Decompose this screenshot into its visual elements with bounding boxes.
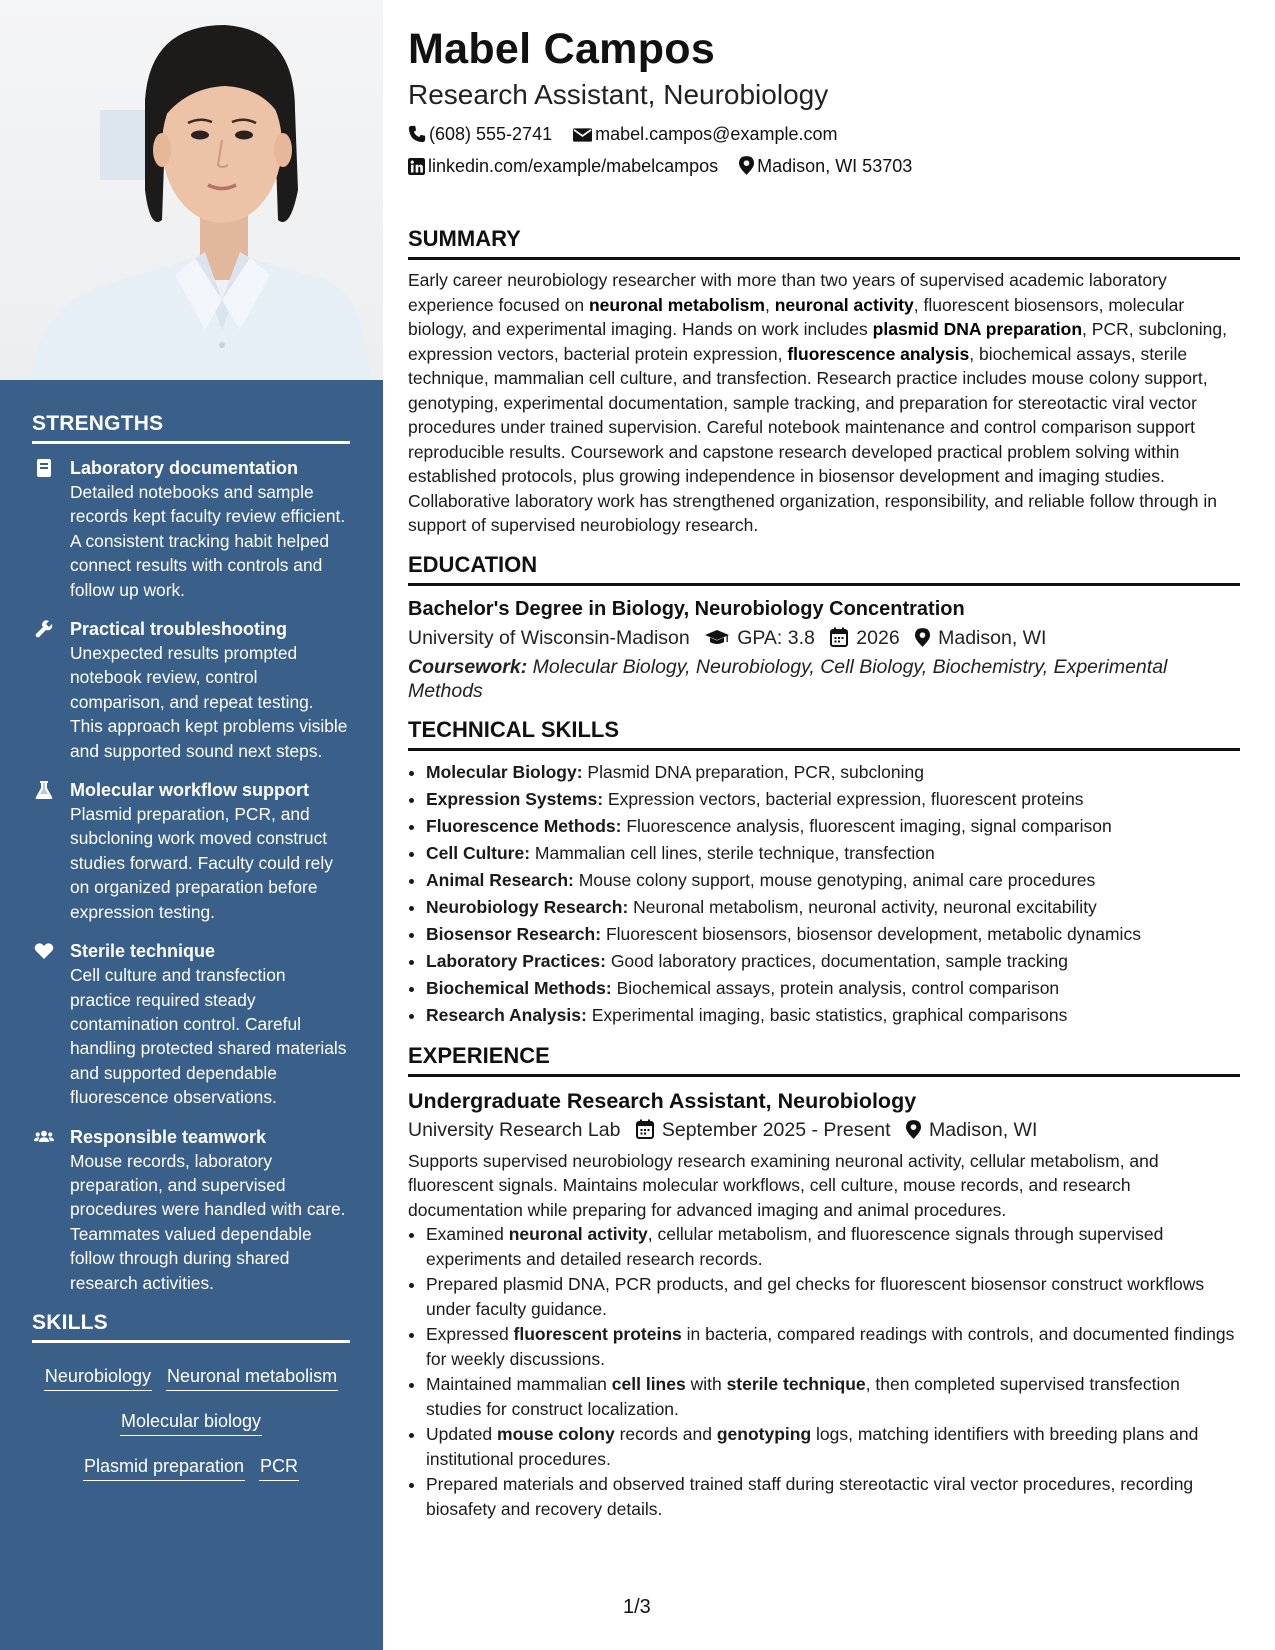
strength-desc: Detailed notebooks and sample records kept faculty review efficient. A consistent tracking habit helped connect results with controls and follow up work. — [70, 482, 346, 600]
list-item: • Neurobiology Research: Neuronal metabolism, neuronal activity, neuronal excitability — [426, 894, 1240, 921]
map-pin-icon — [739, 156, 754, 175]
strength-item — [32, 456, 350, 602]
list-item: • Laboratory Practices: Good laboratory practices, documentation, sample tracking — [426, 948, 1240, 975]
list-item: • Fluorescence Methods: Fluorescence analysis, fluorescent imaging, signal comparison — [426, 813, 1240, 840]
skill-chip: Neuronal metabolism — [166, 1364, 338, 1391]
education-location: Madison, WI — [938, 626, 1047, 649]
strength-title: Practical troubleshooting — [70, 619, 288, 640]
email-contact[interactable] — [573, 118, 837, 150]
list-item: • Expression Systems: Expression vectors, bacterial expression, fluorescent proteins — [426, 786, 1240, 813]
technical-skills-heading: TECHNICAL SKILLS — [408, 717, 1240, 751]
technical-skills-list — [408, 759, 1240, 1029]
strength-item — [32, 1125, 350, 1295]
envelope-icon — [573, 127, 592, 143]
heart-icon — [34, 941, 54, 961]
list-item: • Prepared plasmid DNA, PCR products, and gel checks for fluorescent biosensor construct workflows under faculty guidance. — [426, 1272, 1240, 1321]
education-heading: EDUCATION — [408, 552, 1240, 586]
linkedin-contact[interactable] — [408, 150, 718, 182]
list-item: • Animal Research: Mouse colony support, mouse genotyping, animal care procedures — [426, 867, 1240, 894]
skill-chips — [32, 1355, 350, 1490]
map-pin-icon — [915, 628, 930, 647]
skill-chip: PCR — [259, 1454, 299, 1481]
strength-item — [32, 939, 350, 1109]
phone-contact[interactable] — [408, 118, 552, 150]
organization-name: University Research Lab — [408, 1118, 621, 1141]
strength-desc: Mouse records, laboratory preparation, and supervised procedures were handled with care. Teammates valued dependable follow through during shared research activities. — [70, 1150, 346, 1293]
strength-title: Molecular workflow support — [70, 780, 310, 801]
candidate-role: Research Assistant, Neurobiology — [408, 79, 829, 110]
strength-title: Responsible teamwork — [70, 1126, 267, 1147]
email-text: mabel.campos@example.com — [595, 124, 838, 144]
list-item: • Maintained mammalian cell lines with sterile technique, then completed supervised transfection studies for construct localization. — [426, 1372, 1240, 1421]
strength-item — [32, 617, 350, 763]
strength-title: Laboratory documentation — [70, 458, 299, 478]
job-location: Madison, WI — [929, 1118, 1038, 1141]
list-item: • Biosensor Research: Fluorescent biosensors, biosensor development, metabolic dynamics — [426, 921, 1240, 948]
experience-bullets — [408, 1222, 1240, 1521]
candidate-name: Mabel Campos — [408, 25, 716, 73]
strength-item — [32, 778, 350, 924]
skill-chip: Molecular biology — [120, 1409, 262, 1436]
list-item: • Research Analysis: Experimental imaging, basic statistics, graphical comparisons — [426, 1002, 1240, 1029]
sidebar-content — [32, 412, 350, 1490]
sidebar — [0, 0, 383, 1650]
calendar-icon — [636, 1119, 654, 1139]
linkedin-text: linkedin.com/example/mabelcampos — [428, 156, 719, 176]
contact-row — [408, 150, 1240, 182]
graduation-cap-icon — [705, 629, 729, 647]
strength-desc: Unexpected results prompted notebook review, control comparison, and repeat testing. This approach kept problems visible and supported sound next steps. — [70, 643, 348, 761]
list-item: • Cell Culture: Mammalian cell lines, sterile technique, transfection — [426, 840, 1240, 867]
job-dates: September 2025 - Present — [661, 1118, 891, 1141]
skills-heading: SKILLS — [32, 1311, 350, 1343]
phone-icon — [408, 125, 426, 143]
list-item: • Examined neuronal activity, cellular metabolism, and fluorescence signals through supervised experiments and detailed research records. — [426, 1222, 1240, 1271]
job-title: Undergraduate Research Assistant, Neurobiology — [408, 1088, 917, 1113]
summary-text: Early career neurobiology researcher with more than two years of supervised academic laboratory experience focused on neuronal metabolism, neuronal activity, fluorescent biosensors, molecular biology, and experimental imaging. Hands on work includes plasmid DNA preparation, PCR, subcloning, expression vectors, bacterial protein expression, fluorescence analysis, biochemical assays, sterile technique, mammalian cell culture, and transfection. Research practice includes mouse colony support, genotyping, experimental documentation, sample tracking, and preparation for stereotactic viral vector procedures under trained supervision. Careful notebook maintenance and control comparison support reproducible results. Coursework and capstone research developed practical problem solving within established protocols, plus growing independence in biosensor development and imaging studies. Collaborative laboratory work has strengthened organization, responsibility, and reliable follow through in support of supervised neurobiology research. — [408, 270, 1227, 535]
wrench-icon — [34, 619, 54, 639]
strength-title: Sterile technique — [70, 941, 216, 962]
graduation-year: 2026 — [856, 626, 900, 649]
strengths-heading: STRENGTHS — [32, 412, 350, 444]
page-number: 1/3 — [623, 1596, 651, 1618]
strength-desc: Plasmid preparation, PCR, and subcloning work moved construct studies forward. Faculty could rely on organized preparation before expression testing. — [70, 804, 333, 922]
education-meta — [408, 623, 1240, 653]
skill-chip: Plasmid preparation — [83, 1454, 245, 1481]
flask-icon — [34, 780, 54, 800]
main-content — [408, 20, 1240, 1522]
location-contact — [739, 150, 912, 182]
experience-meta — [408, 1115, 1240, 1145]
contact-row — [408, 118, 1240, 150]
list-item: • Biochemical Methods: Biochemical assays, protein analysis, control comparison — [426, 975, 1240, 1002]
experience-intro: Supports supervised neurobiology research examining neuronal activity, cellular metabolism, and fluorescent signals. Maintains molecular workflows, cell culture, mouse records, and research documentation while preparing for advanced imaging and animal procedures. — [408, 1150, 1159, 1220]
list-item: • Molecular Biology: Plasmid DNA preparation, PCR, subcloning — [426, 759, 1240, 786]
map-pin-icon — [906, 1120, 921, 1139]
experience-heading: EXPERIENCE — [408, 1043, 1240, 1077]
degree-title: Bachelor's Degree in Biology, Neurobiology Concentration — [408, 597, 965, 620]
linkedin-icon — [408, 158, 425, 175]
profile-photo — [0, 0, 383, 380]
list-item: • Expressed fluorescent proteins in bacteria, compared readings with controls, and documented findings for weekly discussions. — [426, 1322, 1240, 1371]
school-name: University of Wisconsin-Madison — [408, 626, 690, 649]
calendar-icon — [830, 627, 848, 647]
strength-desc: Cell culture and transfection practice required steady contamination control. Careful handling protected shared materials and supported dependable fluorescence observations. — [70, 965, 347, 1108]
location-text: Madison, WI 53703 — [757, 156, 913, 176]
users-icon — [34, 1127, 54, 1147]
coursework: Coursework: Molecular Biology, Neurobiology, Cell Biology, Biochemistry, Experimental Methods — [408, 655, 1168, 702]
list-item: • Prepared materials and observed trained staff during stereotactic viral vector procedures, recording biosafety and recovery details. — [426, 1472, 1240, 1521]
skill-chip: Neurobiology — [44, 1364, 152, 1391]
summary-heading: SUMMARY — [408, 226, 1240, 260]
gpa-text: GPA: 3.8 — [737, 626, 815, 649]
notebook-icon — [34, 458, 54, 478]
list-item: • Updated mouse colony records and genotyping logs, matching identifiers with breeding plans and institutional procedures. — [426, 1422, 1240, 1471]
phone-text: (608) 555-2741 — [429, 124, 553, 144]
